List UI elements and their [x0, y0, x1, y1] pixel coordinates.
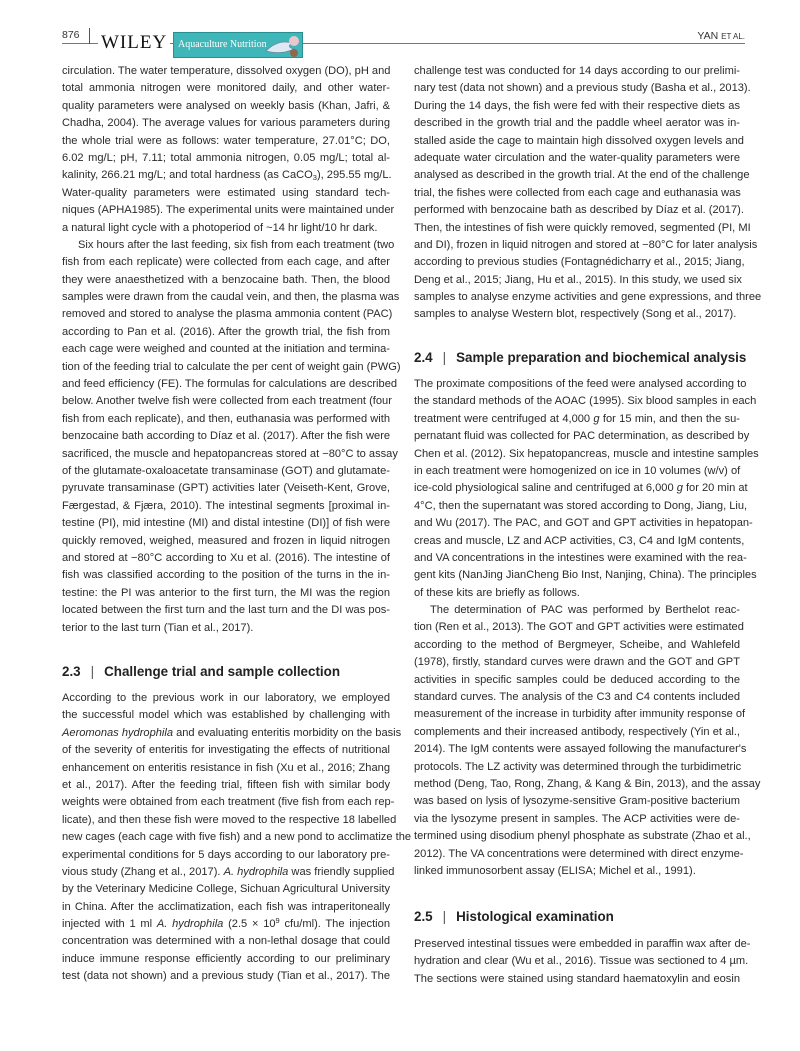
text-segment: cfu/ml). The injection	[279, 918, 390, 931]
text-line: and DI), frozen in liquid nitrogen and stored at −80°C for later analysis	[414, 238, 758, 251]
text-line: the standard methods of the AOAC (1995). Six blood samples in each	[414, 395, 757, 408]
text-line: sacrificed, the muscle and hepatopancreas stored at −80°C to assay	[62, 447, 398, 460]
section-number: 2.5	[414, 909, 433, 924]
paragraph	[62, 690, 412, 986]
text-line: quickly removed, weighed, measured and frozen in liquid nitrogen	[62, 534, 390, 547]
text-line: protocols. The LZ activity was determined through the turbidimetric	[414, 760, 742, 773]
text-segment: ), 295.55 mg/L.	[316, 169, 392, 182]
page-number: 876	[62, 29, 80, 41]
text-line: induce immune response efficiently according to our preliminary	[62, 952, 390, 965]
sub-text: 3	[312, 173, 317, 183]
text-line: Chadha, 2004). The average values for various parameters during	[62, 117, 390, 130]
text-line: test (data not shown) and a previous study (Tian et al., 2017). The	[62, 970, 390, 983]
text-segment: for 15 min, and then the su-	[599, 412, 740, 425]
text-line: niques (APHA1985). The experimental units were maintained under	[62, 204, 395, 217]
text-segment: and evaluating enteritis morbidity on the basis	[173, 726, 402, 739]
text-line	[414, 480, 748, 497]
text-line: located between the first turn and the last turn and the DI was pos-	[62, 604, 390, 617]
text-line: Deng et al., 2015; Jiang, Hu et al., 2015). In this study, we used six	[414, 273, 742, 286]
text-line: pyruvate transaminase (GPT) activities later (Veiseth-Kent, Grove,	[62, 482, 390, 495]
text-line: and feed efficiency (FE). The formulas for calculations are described	[62, 378, 398, 391]
text-line: the successful model which was established by challenging with	[62, 709, 390, 722]
text-line: Chen et al. (2012). Six hepatopancreas, muscle and intestine samples	[414, 447, 759, 460]
paragraph	[414, 602, 761, 880]
text-line: creas and muscle, LZ and ACP activities, C3, C4 and IgM contents,	[414, 534, 745, 547]
text-line: according to Pan et al. (2016). After the growth trial, the fish from	[62, 325, 390, 338]
text-line: gent kits (NanJing JianCheng Bio Inst, Nanjing, China). The principles	[414, 569, 757, 582]
text-line	[62, 864, 395, 881]
text-line: quality parameters were analysed on weekly basis (Khan, Jafri, &	[62, 99, 390, 112]
italic-text: g	[593, 412, 600, 425]
text-line: 6.02 mg/L; pH, 7.11; total ammonia nitrogen, 0.05 mg/L; total al-	[62, 151, 390, 164]
text-line: each cage were weighed and counted at the initiation and termina-	[62, 343, 390, 356]
text-line: analysed as described in the growth trial. At the end of the challenge	[414, 169, 750, 182]
paragraph	[414, 63, 762, 324]
section-heading-2-4	[414, 349, 747, 367]
text-line: complements and their increased antibody, respectively (Yin et al.,	[414, 725, 740, 738]
text-line: circulation. The water temperature, dissolved oxygen (DO), pH and	[62, 65, 391, 77]
text-line: terior to the last turn (Tian et al., 2017).	[62, 621, 254, 634]
paragraph	[414, 376, 759, 602]
text-line: et al., 2017). After the feeding trial, fifteen fish with similar body	[62, 778, 390, 791]
running-head	[697, 30, 745, 42]
paragraph	[62, 237, 401, 637]
section-heading-2-3	[62, 663, 390, 681]
text-line: stalled aside the cage to maintain high dissolved oxygen levels and	[414, 134, 744, 147]
left-paragraphs-2	[62, 690, 412, 986]
right-paragraphs-3	[414, 936, 751, 988]
section-number: 2.4	[414, 350, 433, 365]
text-line: new cages (each cage with five fish) and a new pond to acclimatize the	[62, 831, 412, 844]
text-line: in each treatment were homogenized on ice in 10 volumes (w/v) of	[414, 464, 741, 477]
text-line: enhancement on enteritis resistance in fish (Xu et al., 2016; Zhang	[62, 761, 390, 774]
journal-logo	[173, 32, 303, 58]
text-line: licate), and then these fish were moved to the respective 18 labelled	[62, 813, 397, 826]
text-line: pernatant fluid was collected for PAC determination, as described by	[414, 430, 750, 443]
text-line: removed and stored to analyse the plasma ammonia content (PAC)	[62, 308, 393, 321]
text-line: 4°C, then the supernatant was stored according to Dong, Jiang, Liu,	[414, 499, 748, 512]
text-line: During the 14 days, the fish were fed with their respective diets as	[414, 99, 740, 112]
text-line: Water-quality parameters were estimated using standard tech-	[62, 186, 390, 199]
sup-text: 9	[275, 916, 280, 926]
section-title: Histological examination	[456, 909, 614, 924]
text-line: performed with benzocaine bath as described by Díaz et al. (2017).	[414, 204, 744, 217]
running-head-author: YAN	[697, 30, 719, 42]
text-line: tion of the feeding trial to calculate the per cent of weight gain (PWG)	[62, 360, 401, 373]
paragraph	[414, 936, 751, 988]
italic-text: Aeromonas hydrophila	[62, 726, 174, 739]
text-line: measurement of the increase in turbidity after immunity response of	[414, 708, 746, 721]
text-line: of these kits are briefly as follows.	[414, 586, 580, 599]
text-line: fish from each replicate), and then, euthanasia was performed with	[62, 412, 390, 425]
text-line: of the glutamate-oxaloacetate transaminase (GOT) and glutamate-	[62, 464, 390, 477]
text-line: and VA concentrations in the intestines were examined with the rea-	[414, 551, 747, 564]
text-line: a natural light cycle with a photoperiod of ~14 hr light/10 hr dark.	[62, 221, 378, 234]
text-line: Preserved intestinal tissues were embedded in paraffin wax after de-	[414, 938, 751, 950]
text-line: and Wu (2017). The PAC, and GOT and GPT activities in hepatopan-	[414, 517, 753, 530]
italic-text: g	[676, 482, 683, 495]
text-line: according to the method of Bergmeyer, Scheibe, and Wahlefeld	[414, 638, 740, 651]
left-paragraphs-1	[62, 63, 401, 637]
text-line	[62, 725, 402, 742]
text-line: according to previous studies (Fontagnédicharry et al., 2015; Jiang,	[414, 256, 745, 269]
text-line: 2012). The VA concentrations were determined with direct enzyme-	[414, 847, 744, 860]
section-heading-2-5	[414, 908, 740, 926]
text-line: hydration and clear (Wu et al., 2016). Tissue was sectioned to 4 µm.	[414, 955, 749, 968]
text-line: method (Deng, Tao, Rong, Zhang, & Kang & Bin, 2013), and the assay	[414, 777, 761, 790]
text-line: testine: the PI was anterior to the first turn, the MI was the region	[62, 586, 390, 599]
italic-text: A. hydrophila	[223, 865, 289, 878]
text-line: samples to analyse enzyme activities and gene expressions, and three	[414, 291, 762, 304]
text-line: (1978), firstly, standard curves were drawn and the GOT and GPT	[414, 656, 740, 669]
text-line: concentration was determined with a non-lethal dosage that could	[62, 935, 390, 948]
section-title: Sample preparation and biochemical analysis	[456, 350, 747, 365]
text-segment: was friendly supplied	[288, 865, 395, 878]
section-title: Challenge trial and sample collection	[104, 664, 340, 679]
text-segment: kalinity, 266.21 mg/L; and total hardness (as CaCO	[62, 169, 313, 182]
heading-separator: |	[442, 909, 447, 924]
section-number: 2.3	[62, 664, 81, 679]
text-line: by the Veterinary Medicine College, Sichuan Agricultural University	[62, 883, 390, 896]
text-line: samples to analyse Western blot, respectively (Song et al., 2017).	[414, 308, 737, 321]
publisher-logo: WILEY	[98, 34, 170, 52]
text-segment: injected with 1 ml	[62, 918, 157, 931]
text-segment: for 20 min at	[682, 482, 748, 495]
text-line: below. Another twelve fish were collected from each treatment (four	[62, 395, 392, 408]
text-line: experimental conditions for 5 days according to our laboratory pre-	[62, 848, 390, 861]
text-line: nary test (data not shown) and a previous study (Basha et al., 2013).	[414, 82, 751, 95]
text-line: tion (Ren et al., 2013). The GOT and GPT activities were estimated	[414, 621, 744, 634]
text-line: was based on lysis of lysozyme-sensitive Gram-positive bacterium	[414, 795, 740, 808]
text-line: weights were obtained from each treatment (five fish from each rep-	[62, 796, 395, 809]
text-line: trial, the fishes were collected from each cage and euthanasia was	[414, 186, 741, 199]
text-line	[62, 167, 390, 184]
text-line	[414, 411, 740, 428]
header-divider	[89, 28, 90, 44]
text-line: samples were drawn from the caudal vein, and then, the plasma was	[62, 291, 400, 304]
text-line: fish was classified according to the position of the turns in the in-	[62, 569, 390, 582]
text-line: adequate water circulation and the water-quality parameters were	[414, 151, 740, 164]
running-head-etal: ET AL.	[721, 32, 745, 41]
journal-name: Aquaculture Nutrition	[178, 39, 267, 50]
text-line: Six hours after the last feeding, six fish from each treatment (two	[78, 238, 395, 251]
italic-text: A. hydrophila	[156, 918, 224, 931]
text-line: The determination of PAC was performed by Berthelot reac-	[430, 604, 740, 617]
text-segment: (2.5 × 10	[223, 918, 276, 931]
text-line: described in the growth trial and the paddle wheel aerator was in-	[414, 117, 740, 130]
text-line: via the lysozyme present in samples. The ACP activities were de-	[414, 812, 740, 825]
text-line: testine (PI), mid intestine (MI) and distal intestine (DI)] of fish were	[62, 517, 390, 530]
text-line: The sections were stained using standard haematoxylin and eosin	[414, 972, 740, 985]
text-line: According to the previous work in our laboratory, we employed	[62, 692, 390, 704]
fish-icon	[264, 35, 300, 57]
text-line: total ammonia nitrogen were monitored daily, and other water-	[62, 82, 390, 95]
text-line: challenge test was conducted for 14 days according to our prelimi-	[414, 65, 740, 77]
right-paragraphs-1	[414, 63, 762, 324]
heading-separator: |	[442, 350, 447, 365]
text-line: of the severity of enteritis for investigating the effects of nutritional	[62, 744, 390, 757]
text-line: standard curves. The analysis of the C3 and C4 contents included	[414, 691, 740, 704]
text-segment: vious study (Zhang et al., 2017).	[62, 865, 224, 878]
text-segment: treatment were centrifuged at 4,000	[414, 412, 594, 425]
text-line: they were anaesthetized with a benzocaine bath. Then, the blood	[62, 273, 390, 286]
text-segment: ice-cold physiological saline and centrifuged at 6,000	[414, 482, 677, 495]
paragraph	[62, 63, 395, 237]
text-line: termined using disodium phenyl phosphate as substrate (Zhao et al.,	[414, 830, 751, 843]
text-line: Then, the intestines of fish were quickly removed, segmented (PI, MI	[414, 221, 751, 234]
text-line: the whole trial were as follows: water temperature, 27.01°C; DO,	[62, 134, 390, 147]
text-line: benzocaine bath according to Díaz et al. (2017). After the fish were	[62, 430, 391, 443]
text-line: The proximate compositions of the feed were analysed according to	[414, 378, 747, 390]
text-line: and stored at −80°C according to Xu et al. (2016). The intestine of	[62, 551, 390, 564]
text-line: 2014). The IgM contents were assayed following the manufacturer's	[414, 743, 747, 756]
text-line	[62, 916, 390, 933]
text-line: in China. After the acclimatization, each fish was intraperitoneally	[62, 900, 390, 913]
text-line: linked immunosorbent assay (ELISA; Michel et al., 1991).	[414, 864, 696, 877]
right-paragraphs-2	[414, 376, 761, 880]
heading-separator: |	[90, 664, 95, 679]
text-line: activities in specific samples could be deduced according to the	[414, 673, 740, 686]
text-line: fish from each replicate) were collected from each cage, and after	[62, 256, 390, 269]
text-line: Færgestad, & Fjæra, 2010). The intestinal segments [proximal in-	[62, 499, 390, 512]
